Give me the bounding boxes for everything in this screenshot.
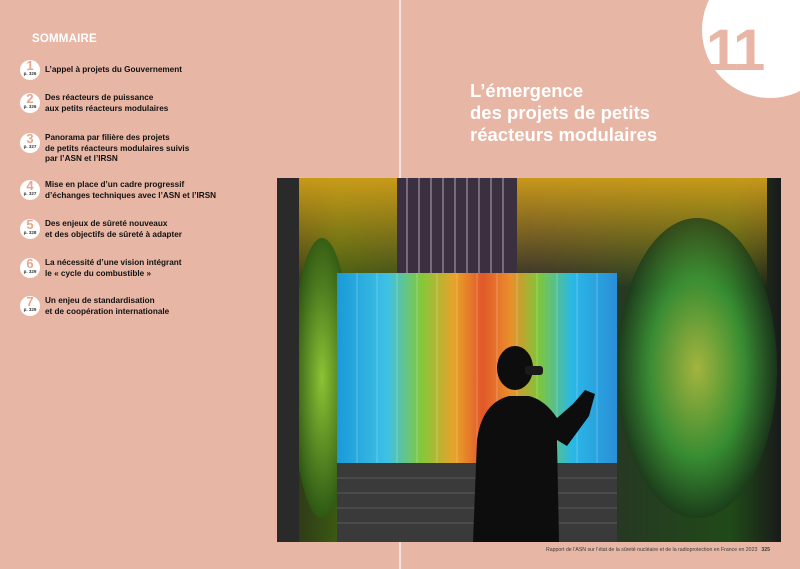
toc-badge [20,180,40,200]
toc-badge [20,93,40,113]
toc-badge [20,133,40,153]
toc-badge [20,60,40,80]
toc-page: p. 327 [23,144,37,149]
toc-page: p. 328 [23,230,37,235]
toc-number: 3 [26,131,34,146]
page-footer [546,547,770,553]
toc-number: 2 [26,91,34,106]
toc-item-5[interactable] [20,219,182,240]
toc-text: Des enjeux de sûreté nouveaux et des objectifs de sûreté à adapter [45,219,182,239]
toc-page: p. 326 [23,104,37,109]
chapter-title: L’émergence des projets de petits réacteurs modulaires [470,80,658,145]
toc-number: 1 [26,58,34,73]
toc-page: p. 329 [23,269,37,274]
toc-text: La nécessité d’une vision intégrant le « cycle du combustible » [45,258,182,278]
toc-page: p. 326 [23,71,37,76]
toc-item-2[interactable] [20,93,168,114]
toc-item-4[interactable] [20,180,216,201]
toc-item-6[interactable] [20,258,182,279]
toc-text: Panorama par filière des projets de petits réacteurs modulaires suivis par l’ASN et l’IRSN [45,133,190,163]
chapter-number: 11 [706,18,764,83]
toc-number: 5 [26,217,34,232]
toc-item-1[interactable] [20,60,182,80]
toc-text: Des réacteurs de puissance aux petits réacteurs modulaires [45,93,169,113]
toc-page: p. 329 [23,307,37,312]
toc-item-7[interactable] [20,296,169,317]
footer-text: Rapport de l’ASN sur l’état de la sûreté nucléaire et de la radioprotection en France en 2023 [545,547,758,553]
toc-number: 6 [26,256,34,271]
reactor-visualization-photo [277,178,781,542]
toc-text: Mise en place d’un cadre progressif d’échanges techniques avec l’ASN et l’IRSN [45,180,217,200]
reactor-visualization-illustration [277,178,781,542]
toc-item-3[interactable] [20,133,189,165]
toc-badge [20,219,40,239]
toc-text: L’appel à projets du Gouvernement [45,65,182,74]
toc-badge [20,258,40,278]
toc-badge [20,296,40,316]
sommaire-heading: SOMMAIRE [32,33,97,45]
toc-page: p. 327 [23,191,37,196]
toc-number: 4 [26,178,34,193]
toc-number: 7 [26,294,34,309]
page-number: 325 [761,547,770,553]
toc-text: Un enjeu de standardisation et de coopération internationale [45,296,170,316]
